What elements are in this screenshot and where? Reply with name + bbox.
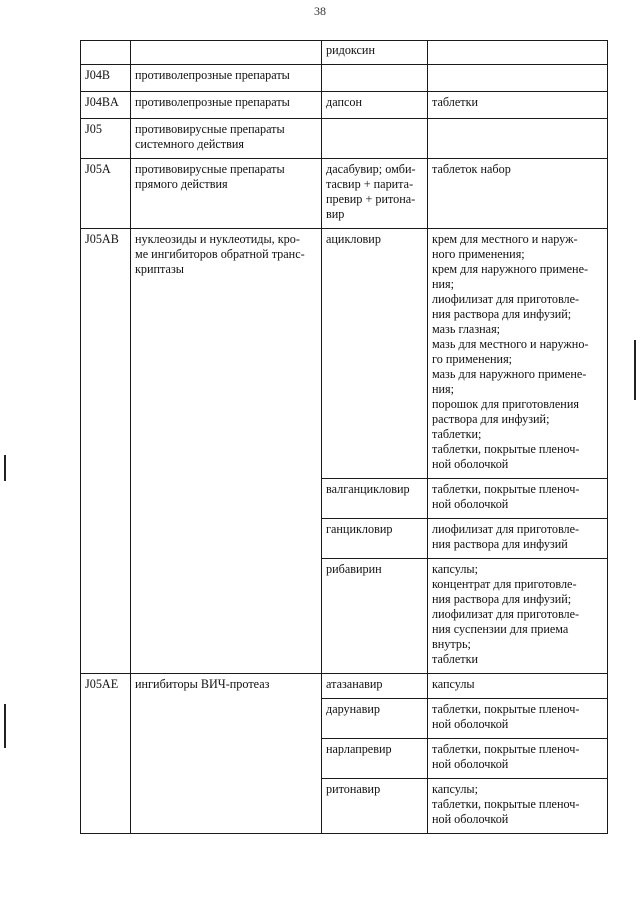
cell-line: крем для наружного примене- — [432, 262, 589, 276]
table-row — [81, 229, 608, 479]
cell-line: мазь для наружного примене- — [432, 367, 587, 381]
cell-line: ной оболочкой — [432, 757, 509, 771]
table-body — [81, 41, 608, 834]
cell-line: вир — [326, 207, 345, 221]
table-row — [81, 159, 608, 229]
margin-mark-right — [634, 340, 636, 400]
cell-line: порошок для приготовления — [432, 397, 579, 411]
cell-code: J05 — [81, 119, 131, 159]
cell-group-name — [131, 41, 322, 65]
cell-line: противолепрозные препараты — [135, 95, 290, 109]
cell-line: нарлапревир — [326, 742, 392, 756]
cell-line: рибавирин — [326, 562, 382, 576]
cell-line: дарунавир — [326, 702, 380, 716]
cell-line: ния раствора для инфузий; — [432, 307, 572, 321]
cell-code: J04B — [81, 65, 131, 92]
cell-line: нуклеозиды и нуклеотиды, кро- — [135, 232, 300, 246]
cell-line: ной оболочкой — [432, 717, 509, 731]
cell-group-name — [131, 674, 322, 834]
cell-line: таблетки, покрытые пленоч- — [432, 797, 580, 811]
cell-code: J05A — [81, 159, 131, 229]
drug-table — [80, 40, 608, 834]
cell-line: ния суспензии для приема — [432, 622, 569, 636]
cell-line: ния раствора для инфузий — [432, 537, 568, 551]
cell-line: мазь для местного и наружно- — [432, 337, 589, 351]
cell-dosage-form — [428, 674, 608, 699]
cell-line: таблетки, покрытые пленоч- — [432, 742, 580, 756]
cell-line: ния; — [432, 277, 455, 291]
cell-line: го применения; — [432, 352, 513, 366]
cell-dosage-form — [428, 739, 608, 779]
cell-drug — [322, 699, 428, 739]
cell-line: ингибиторы ВИЧ-протеаз — [135, 677, 270, 691]
cell-line: ного применения; — [432, 247, 525, 261]
cell-line: ридоксин — [326, 43, 375, 57]
margin-mark-left-lower — [4, 704, 6, 748]
cell-line: противовирусные препараты — [135, 162, 285, 176]
margin-mark-left-upper — [4, 455, 6, 481]
cell-line: таблетки; — [432, 427, 482, 441]
cell-code: J05AE — [81, 674, 131, 834]
cell-group-name — [131, 159, 322, 229]
cell-line: ния; — [432, 382, 455, 396]
table-row — [81, 119, 608, 159]
cell-drug — [322, 41, 428, 65]
cell-line: ацикловир — [326, 232, 381, 246]
table-row — [81, 92, 608, 119]
cell-dosage-form — [428, 41, 608, 65]
cell-line: прямого действия — [135, 177, 228, 191]
cell-line: капсулы — [432, 677, 475, 691]
cell-line: мазь глазная; — [432, 322, 501, 336]
cell-line: таблетки, покрытые пленоч- — [432, 482, 580, 496]
cell-dosage-form — [428, 479, 608, 519]
page-number: 38 — [314, 4, 326, 18]
cell-dosage-form — [428, 65, 608, 92]
cell-line: валганцикловир — [326, 482, 410, 496]
cell-line: тасвир + парита- — [326, 177, 414, 191]
cell-line: лиофилизат для приготовле- — [432, 292, 580, 306]
cell-line: таблетки — [432, 95, 479, 109]
cell-dosage-form — [428, 159, 608, 229]
cell-drug — [322, 519, 428, 559]
cell-line: дапсон — [326, 95, 362, 109]
cell-line: концентрат для приготовле- — [432, 577, 577, 591]
cell-line: ной оболочкой — [432, 497, 509, 511]
cell-code: J05AB — [81, 229, 131, 674]
cell-dosage-form — [428, 229, 608, 479]
cell-line: криптазы — [135, 262, 184, 276]
cell-dosage-form — [428, 92, 608, 119]
cell-line: системного действия — [135, 137, 244, 151]
cell-line: капсулы; — [432, 562, 478, 576]
cell-dosage-form — [428, 559, 608, 674]
cell-drug — [322, 559, 428, 674]
cell-line: лиофилизат для приготовле- — [432, 522, 580, 536]
table-row — [81, 65, 608, 92]
cell-group-name — [131, 92, 322, 119]
cell-drug — [322, 739, 428, 779]
cell-code: J04BA — [81, 92, 131, 119]
cell-dosage-form — [428, 519, 608, 559]
cell-line: ганцикловир — [326, 522, 393, 536]
cell-drug — [322, 92, 428, 119]
cell-dosage-form — [428, 779, 608, 834]
cell-line: таблетки, покрытые пленоч- — [432, 442, 580, 456]
cell-line: крем для местного и наруж- — [432, 232, 578, 246]
cell-drug — [322, 229, 428, 479]
cell-line: ния раствора для инфузий; — [432, 592, 572, 606]
cell-line: ме ингибиторов обратной транс- — [135, 247, 305, 261]
cell-drug — [322, 65, 428, 92]
table-row — [81, 674, 608, 699]
cell-group-name — [131, 119, 322, 159]
cell-line: превир + ритона- — [326, 192, 416, 206]
cell-line: таблеток набор — [432, 162, 511, 176]
cell-line: раствора для инфузий; — [432, 412, 550, 426]
cell-line: противовирусные препараты — [135, 122, 285, 136]
cell-line: лиофилизат для приготовле- — [432, 607, 580, 621]
cell-dosage-form — [428, 119, 608, 159]
cell-drug — [322, 479, 428, 519]
cell-line: атазанавир — [326, 677, 383, 691]
cell-drug — [322, 779, 428, 834]
cell-line: ной оболочкой — [432, 457, 509, 471]
cell-line: ритонавир — [326, 782, 381, 796]
cell-drug — [322, 674, 428, 699]
cell-drug — [322, 159, 428, 229]
cell-line: ной оболочкой — [432, 812, 509, 826]
cell-group-name — [131, 229, 322, 674]
cell-line: противолепрозные препараты — [135, 68, 290, 82]
cell-dosage-form — [428, 699, 608, 739]
cell-line: капсулы; — [432, 782, 478, 796]
cell-line: таблетки, покрытые пленоч- — [432, 702, 580, 716]
cell-drug — [322, 119, 428, 159]
cell-group-name — [131, 65, 322, 92]
cell-line: дасабувир; омби- — [326, 162, 416, 176]
table-row — [81, 41, 608, 65]
cell-line: внутрь; — [432, 637, 471, 651]
cell-line: таблетки — [432, 652, 479, 666]
cell-code — [81, 41, 131, 65]
